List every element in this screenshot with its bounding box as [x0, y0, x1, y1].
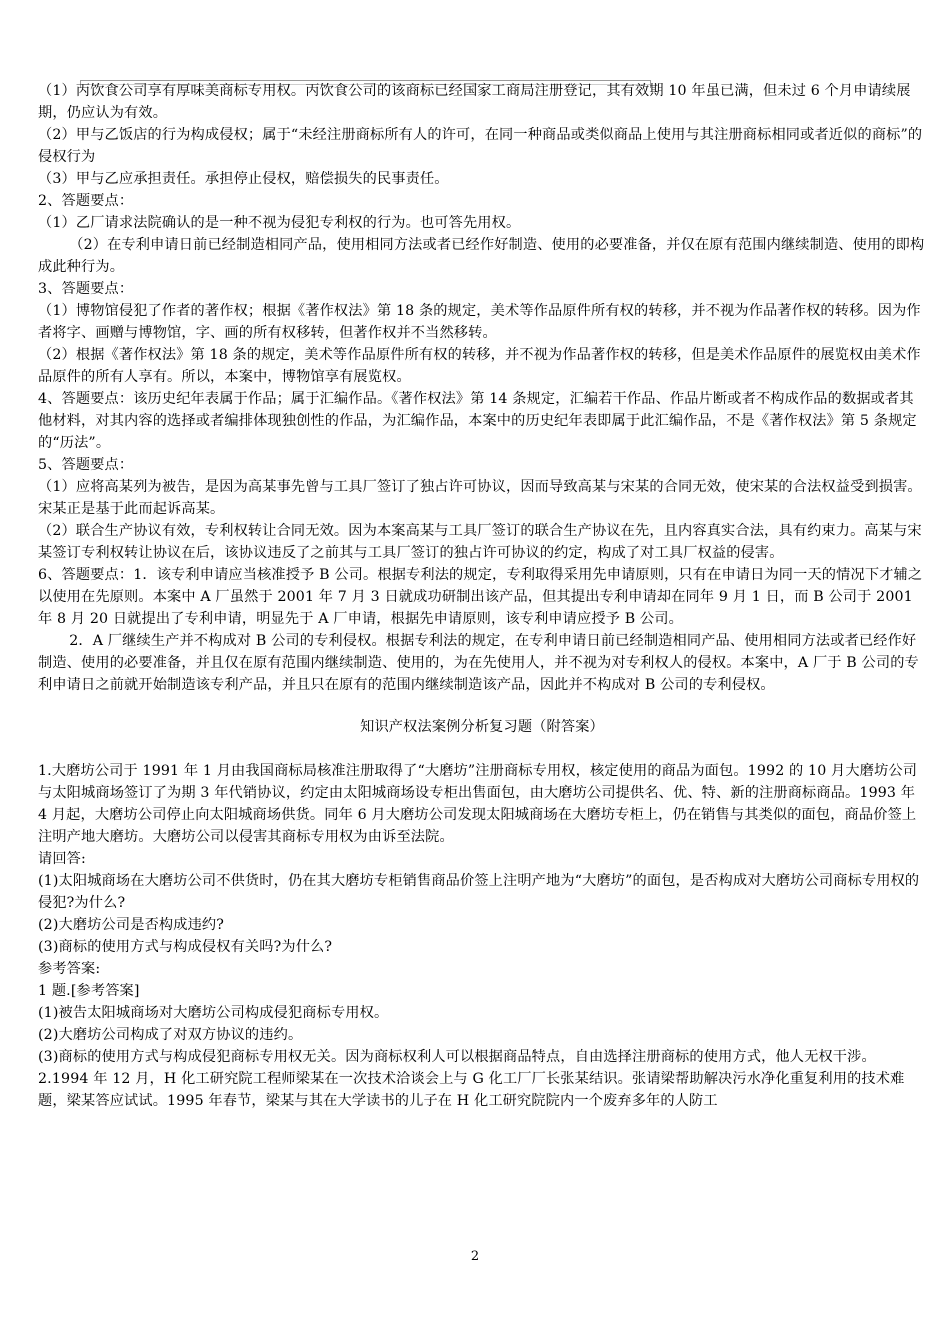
answer-3-heading: 3、答题要点： [38, 281, 134, 297]
answer-6-item-2: 2．A 厂继续生产并不构成对 B 公司的专利侵权。根据专利法的规定，在专利申请日前已经制造相同产品、使用相同方法或者已经作好制造、使用的必要准备，并且仅在原有范围内继续制造、使用的，为在先使用人，并不视为对专利权人的侵权。本案中，A 厂于 B 公司的专利申请日之前就开始制造该专利产品，并且只在原有的范围内继续制造该产品，因此并不构成对 B 公司的专利侵权。 [38, 633, 919, 693]
answer-2-item-1: （1）乙厂请求法院确认的是一种不视为侵犯专利权的行为。也可答先用权。 [38, 215, 521, 231]
case-2-text: 2.1994 年 12 月，H 化工研究院工程师梁某在一次技术洽谈会上与 G 化工厂厂长张某结识。张请梁帮助解决污水净化重复利用的技术难题，梁某答应试试。1995 年春节，梁某与其在大学读书的儿子在 H 化工研究院院内一个废弃多年的人防工 [38, 1071, 905, 1109]
section-title: 知识产权法案例分析复习题（附答案） [360, 719, 604, 735]
case-1-answer-3: (3)商标的使用方式与构成侵犯商标专用权无关。因为商标权利人可以根据商品特点，自由选择注册商标的使用方式，他人无权干涉。 [38, 1049, 876, 1065]
answer-5-item-1: （1）应将高某列为被告，是因为高某事先曾与工具厂签订了独占许可协议，因而导致高某与宋某的合同无效，使宋某的合法权益受到损害。宋某正是基于此而起诉高某。 [38, 479, 922, 517]
answer-5-heading: 5、答题要点： [38, 457, 134, 473]
case-1-answer-1: (1)被告太阳城商场对大磨坊公司构成侵犯商标专用权。 [38, 1005, 389, 1021]
page-number: 2 [470, 1249, 480, 1264]
answer-3-item-1: （1）博物馆侵犯了作者的著作权；根据《著作权法》第 18 条的规定，美术等作品原件所有权的转移，并不视为作品著作权的转移。因为作者将字、画赠与博物馆，字、画的所有权移转，但著作权并不当然移转。 [38, 303, 921, 341]
answer-4: 4、答题要点：该历史纪年表属于作品；属于汇编作品。《著作权法》第 14 条规定，汇编若干作品、作品片断或者不构成作品的数据或者其他材料，对其内容的选择或者编排体现独创性的作品，为汇编作品，本案中的历史纪年表即属于此汇编作品，不是《著作权法》第 5 条规定的“历法”。 [38, 391, 917, 451]
answer-3-item-2: （2）根据《著作权法》第 18 条的规定，美术等作品原件所有权的转移，并不视为作品著作权的转移，但是美术作品原件的展览权由美术作品原件的所有人享有。所以，本案中，博物馆享有展览权。 [38, 347, 921, 385]
document-body [38, 80, 926, 1112]
answer-5-item-2: （2）联合生产协议有效，专利权转让合同无效。因为本案高某与工具厂签订的联合生产协议在先，且内容真实合法，具有约束力。高某与宋某签订专利权转让协议在后，该协议违反了之前其与工具厂签订的独占许可协议的约定，构成了对工具厂权益的侵害。 [38, 523, 922, 561]
answer-2-heading: 2、答题要点： [38, 193, 134, 209]
case-1-question-1: (1)太阳城商场在大磨坊公司不供货时，仍在其大磨坊专柜销售商品价签上注明产地为“大磨坊”的面包，是否构成对大磨坊公司商标专用权的侵犯?为什么? [38, 873, 920, 911]
case-1-question-3: (3)商标的使用方式与构成侵权有关吗?为什么? [38, 939, 333, 955]
answer-1-item-3: （3）甲与乙应承担责任。承担停止侵权，赔偿损失的民事责任。 [38, 171, 449, 187]
case-1-text: 1.大磨坊公司于 1991 年 1 月由我国商标局核准注册取得了“大磨坊”注册商标专用权，核定使用的商品为面包。1992 的 10 月大磨坊公司与太阳城商场签订了为期 3 年代销协议，约定由太阳城商场设专柜出售面包，由大磨坊公司提供名、优、特、新的注册商标商品。1993 年 4 月起，大磨坊公司停止向太阳城商场供货。同年 6 月大磨坊公司发现太阳城商场在大磨坊专柜上，仍在销售与其类似的面包，商品价签上注明产地大磨坊。大磨坊公司以侵害其商标专用权为由诉至法院。 [38, 763, 918, 845]
case-1-question-2: (2)大磨坊公司是否构成违约? [38, 917, 225, 933]
case-1-answer-2: (2)大磨坊公司构成了对双方协议的违约。 [38, 1027, 303, 1043]
answer-1-item-2: （2）甲与乙饭店的行为构成侵权；属于“未经注册商标所有人的许可，在同一种商品或类似商品上使用与其注册商标相同或者近似的商标”的侵权行为 [38, 127, 923, 165]
case-1-prompt: 请回答: [38, 851, 86, 867]
answer-1-item-1: （1）丙饮食公司享有厚味美商标专用权。丙饮食公司的该商标已经国家工商局注册登记，其有效期 10 年虽已满，但未过 6 个月申请续展期，仍应认为有效。 [38, 83, 911, 121]
answer-6-item-1: 6、答题要点：1．该专利申请应当核准授予 B 公司。根据专利法的规定，专利取得采用先申请原则，只有在申请日为同一天的情况下才辅之以使用在先原则。本案中 A 厂虽然于 2001 年 7 月 3 日就成功研制出该产品，但其提出专利申请却在同年 9 月 1 日，而 B 公司于 2001 年 8 月 20 日就提出了专利申请，明显先于 A 厂申请，根据先申请原则，该专利申请应授予 B 公司。 [38, 567, 923, 627]
reference-answer-heading: 参考答案: [38, 961, 101, 977]
answer-2-item-2: （2）在专利申请日前已经制造相同产品，使用相同方法或者已经作好制造、使用的必要准备，并仅在原有范围内继续制造、使用的即构成此种行为。 [38, 237, 925, 275]
case-1-answer-heading: 1 题.[参考答案] [38, 983, 140, 999]
